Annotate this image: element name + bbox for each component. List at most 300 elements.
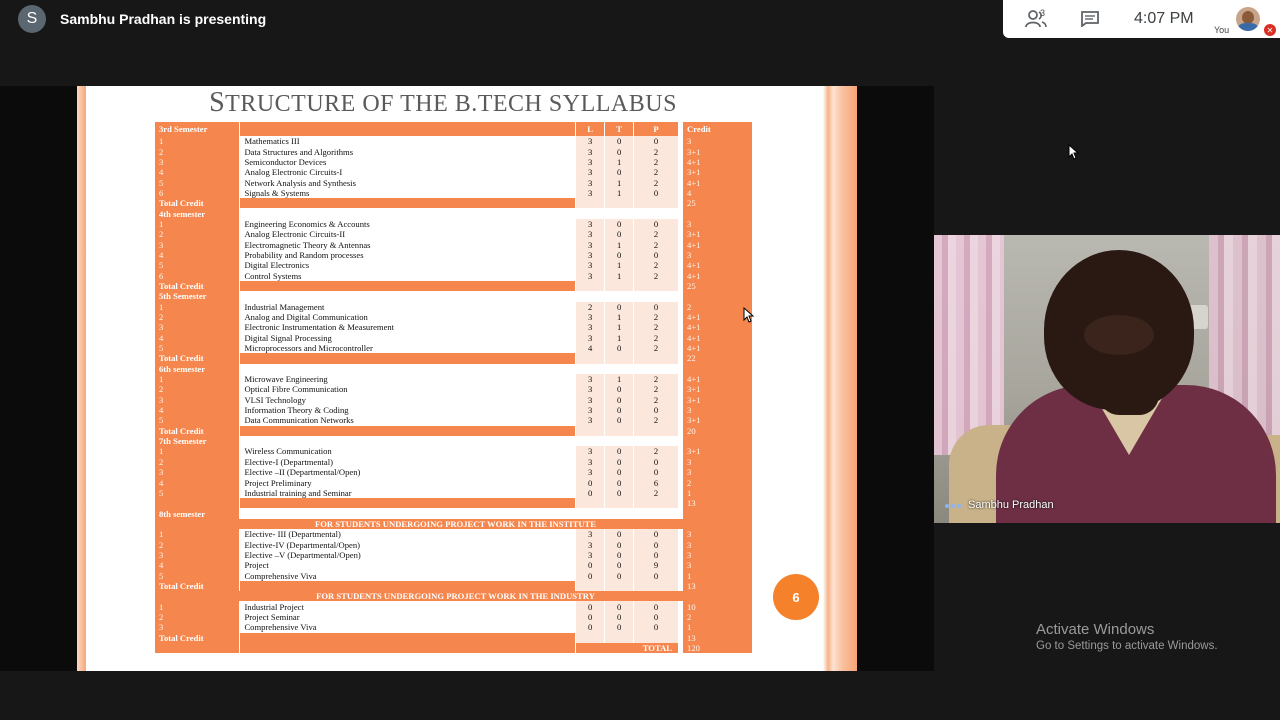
tutorial-hours: 1	[605, 177, 634, 187]
course-number: 4	[155, 560, 240, 570]
semester-header-row	[155, 364, 753, 374]
course-row	[155, 539, 753, 549]
tutorial-hours: 1	[605, 157, 634, 167]
tutorial-hours: 1	[605, 374, 634, 384]
row-label: Total Credit	[155, 281, 240, 291]
credit: 1	[683, 488, 753, 498]
lecture-hours: 3	[576, 539, 605, 549]
tutorial-hours: 1	[605, 270, 634, 280]
lecture-hours	[576, 426, 605, 436]
tutorial-hours: 0	[605, 219, 634, 229]
course-name: Digital Signal Processing	[240, 333, 576, 343]
tutorial-hours	[605, 436, 634, 446]
lecture-hours	[576, 291, 605, 301]
credit: 4	[683, 188, 753, 198]
course-number: 4	[155, 250, 240, 260]
course-name: Elective- III (Departmental)	[240, 529, 576, 539]
lecture-hours	[576, 198, 605, 208]
credit: 1	[683, 622, 753, 632]
credit: 3	[683, 539, 753, 549]
participant-video-tile[interactable]	[934, 235, 1280, 523]
credit: 4+1	[683, 270, 753, 280]
course-name: Digital Electronics	[240, 260, 576, 270]
tutorial-hours: 0	[605, 446, 634, 456]
practical-hours	[634, 633, 679, 643]
credit: 3+1	[683, 167, 753, 177]
lecture-hours: 0	[576, 622, 605, 632]
course-row	[155, 467, 753, 477]
tutorial-hours: 0	[605, 601, 634, 611]
tutorial-hours	[605, 426, 634, 436]
lecture-hours: 3	[576, 395, 605, 405]
lecture-hours: 3	[576, 457, 605, 467]
course-name: Wireless Communication	[240, 446, 576, 456]
tutorial-hours	[605, 364, 634, 374]
course-name	[240, 291, 576, 301]
lecture-hours	[576, 508, 605, 518]
syllabus-table	[155, 122, 753, 653]
course-number: 6	[155, 188, 240, 198]
course-row	[155, 601, 753, 611]
course-row	[155, 374, 753, 384]
lecture-hours: 3	[576, 333, 605, 343]
header-l: L	[576, 122, 605, 136]
tutorial-hours	[605, 353, 634, 363]
tutorial-hours: 1	[605, 239, 634, 249]
course-name	[240, 436, 576, 446]
tutorial-hours: 0	[605, 477, 634, 487]
tutorial-hours: 0	[605, 467, 634, 477]
page-number-badge: 6	[773, 574, 819, 620]
course-name: Analog and Digital Communication	[240, 312, 576, 322]
course-row	[155, 157, 753, 167]
practical-hours	[634, 291, 679, 301]
course-name: Electronic Instrumentation & Measurement	[240, 322, 576, 332]
course-number: 2	[155, 539, 240, 549]
final-blank	[240, 643, 576, 653]
course-name: Industrial Management	[240, 302, 576, 312]
lecture-hours: 3	[576, 188, 605, 198]
credit: 13	[683, 498, 753, 508]
total-credit-row	[155, 353, 753, 363]
total-credit-row	[155, 633, 753, 643]
credit: 3+1	[683, 229, 753, 239]
practical-hours: 0	[634, 136, 679, 146]
course-name: Elective-I (Departmental)	[240, 457, 576, 467]
participants-count: 3	[1040, 8, 1046, 18]
course-name	[240, 353, 576, 363]
semester-header-row	[155, 436, 753, 446]
course-row	[155, 239, 753, 249]
course-name	[240, 426, 576, 436]
watermark-line2: Go to Settings to activate Windows.	[1036, 640, 1218, 652]
course-number: 2	[155, 146, 240, 156]
practical-hours: 2	[634, 384, 679, 394]
course-name: Signals & Systems	[240, 188, 576, 198]
credit	[683, 364, 753, 374]
self-avatar[interactable]	[1236, 7, 1260, 31]
lecture-hours: 3	[576, 405, 605, 415]
practical-hours: 0	[634, 529, 679, 539]
course-row	[155, 570, 753, 580]
course-name: Control Systems	[240, 270, 576, 280]
practical-hours	[634, 281, 679, 291]
lecture-hours: 3	[576, 529, 605, 539]
tutorial-hours: 0	[605, 539, 634, 549]
tutorial-hours: 0	[605, 529, 634, 539]
credit: 3+1	[683, 415, 753, 425]
mic-off-icon: ✕	[1264, 24, 1276, 36]
practical-hours	[634, 426, 679, 436]
course-name	[240, 364, 576, 374]
section-banner-row	[155, 519, 753, 529]
lecture-hours: 0	[576, 477, 605, 487]
tutorial-hours	[605, 198, 634, 208]
tutorial-hours	[605, 208, 634, 218]
credit: 3	[683, 136, 753, 146]
course-number: 5	[155, 343, 240, 353]
course-name: Analog Electronic Circuits-II	[240, 229, 576, 239]
tutorial-hours: 0	[605, 136, 634, 146]
lecture-hours: 3	[576, 177, 605, 187]
course-number: 3	[155, 395, 240, 405]
tutorial-hours: 1	[605, 322, 634, 332]
tutorial-hours: 0	[605, 622, 634, 632]
course-row	[155, 229, 753, 239]
practical-hours: 2	[634, 343, 679, 353]
course-row	[155, 457, 753, 467]
participant-name: Sambhu Pradhan	[968, 499, 1054, 511]
audio-indicator-icon	[945, 502, 961, 510]
semester-header-row	[155, 208, 753, 218]
credit: 3	[683, 405, 753, 415]
course-name	[240, 198, 576, 208]
course-row	[155, 446, 753, 456]
total-credit-row	[155, 281, 753, 291]
practical-hours: 2	[634, 157, 679, 167]
credit: 25	[683, 281, 753, 291]
credit: 3+1	[683, 384, 753, 394]
tutorial-hours: 0	[605, 488, 634, 498]
course-name: Electromagnetic Theory & Antennas	[240, 239, 576, 249]
lecture-hours	[576, 281, 605, 291]
total-credit-row	[155, 498, 753, 508]
banner-text: FOR STUDENTS UNDERGOING PROJECT WORK IN THE INSTITUTE	[155, 519, 753, 529]
credit: 3	[683, 457, 753, 467]
course-row	[155, 488, 753, 498]
lecture-hours: 3	[576, 374, 605, 384]
course-number: 2	[155, 312, 240, 322]
tutorial-hours: 0	[605, 612, 634, 622]
credit: 4+1	[683, 343, 753, 353]
course-row	[155, 560, 753, 570]
course-name: Elective –V (Departmental/Open)	[240, 550, 576, 560]
credit: 3	[683, 550, 753, 560]
course-name: Probability and Random processes	[240, 250, 576, 260]
course-name: Project	[240, 560, 576, 570]
credit: 4+1	[683, 177, 753, 187]
course-name: Project Seminar	[240, 612, 576, 622]
banner-text: FOR STUDENTS UNDERGOING PROJECT WORK IN THE INDUSTRY	[155, 591, 753, 601]
slide-title: STRUCTURE OF THE B.TECH SYLLABUS	[209, 87, 677, 118]
lecture-hours: 3	[576, 219, 605, 229]
credit: 3+1	[683, 395, 753, 405]
activation-watermark	[1036, 621, 1218, 652]
tutorial-hours: 0	[605, 384, 634, 394]
credit	[683, 208, 753, 218]
total-credit-row	[155, 426, 753, 436]
shared-slide	[77, 86, 857, 671]
lecture-hours: 0	[576, 560, 605, 570]
tutorial-hours: 0	[605, 343, 634, 353]
course-row	[155, 167, 753, 177]
lecture-hours: 3	[576, 136, 605, 146]
credit	[683, 291, 753, 301]
course-number: 6	[155, 270, 240, 280]
practical-hours	[634, 198, 679, 208]
practical-hours: 9	[634, 560, 679, 570]
credit: 22	[683, 353, 753, 363]
course-name: VLSI Technology	[240, 395, 576, 405]
credit: 4+1	[683, 239, 753, 249]
course-name: Microwave Engineering	[240, 374, 576, 384]
row-label: 8th semester	[155, 508, 240, 518]
practical-hours: 0	[634, 622, 679, 632]
credit: 3	[683, 560, 753, 570]
course-number: 2	[155, 457, 240, 467]
course-number: 5	[155, 415, 240, 425]
slide-left-band	[77, 86, 86, 671]
course-number: 3	[155, 467, 240, 477]
practical-hours: 2	[634, 374, 679, 384]
course-name: Semiconductor Devices	[240, 157, 576, 167]
credit	[683, 436, 753, 446]
course-number: 5	[155, 177, 240, 187]
mouse-cursor-icon	[1068, 144, 1080, 160]
lecture-hours: 3	[576, 467, 605, 477]
tutorial-hours	[605, 498, 634, 508]
lecture-hours: 3	[576, 260, 605, 270]
practical-hours: 0	[634, 405, 679, 415]
lecture-hours	[576, 353, 605, 363]
course-name: Elective-IV (Departmental/Open)	[240, 539, 576, 549]
lecture-hours: 3	[576, 322, 605, 332]
practical-hours: 2	[634, 333, 679, 343]
clock: 4:07 PM	[1134, 10, 1194, 27]
practical-hours: 0	[634, 601, 679, 611]
tutorial-hours: 1	[605, 188, 634, 198]
lecture-hours: 3	[576, 550, 605, 560]
practical-hours	[634, 436, 679, 446]
credit: 3	[683, 529, 753, 539]
practical-hours: 2	[634, 260, 679, 270]
course-name: Information Theory & Coding	[240, 405, 576, 415]
lecture-hours: 3	[576, 239, 605, 249]
practical-hours	[634, 498, 679, 508]
tutorial-hours	[605, 291, 634, 301]
lecture-hours: 0	[576, 570, 605, 580]
course-row	[155, 395, 753, 405]
tutorial-hours: 0	[605, 560, 634, 570]
practical-hours: 2	[634, 177, 679, 187]
tutorial-hours: 1	[605, 260, 634, 270]
row-label: 7th Semester	[155, 436, 240, 446]
course-number: 4	[155, 167, 240, 177]
lecture-hours: 3	[576, 384, 605, 394]
pointer-cursor-icon	[743, 307, 755, 323]
tutorial-hours: 0	[605, 415, 634, 425]
practical-hours: 2	[634, 488, 679, 498]
course-number: 2	[155, 612, 240, 622]
practical-hours: 0	[634, 550, 679, 560]
course-name: Optical Fibre Communication	[240, 384, 576, 394]
course-row	[155, 250, 753, 260]
course-number: 3	[155, 550, 240, 560]
chat-icon[interactable]	[1081, 11, 1099, 27]
course-name	[240, 208, 576, 218]
lecture-hours	[576, 633, 605, 643]
credit: 3	[683, 467, 753, 477]
tutorial-hours: 0	[605, 167, 634, 177]
lecture-hours: 0	[576, 488, 605, 498]
practical-hours: 2	[634, 167, 679, 177]
final-blank	[155, 643, 240, 653]
credit: 20	[683, 426, 753, 436]
lecture-hours: 3	[576, 270, 605, 280]
practical-hours: 0	[634, 188, 679, 198]
grand-total-label: TOTAL	[576, 643, 679, 653]
header-subject	[240, 122, 576, 136]
course-name	[240, 581, 576, 591]
row-label: Total Credit	[155, 633, 240, 643]
course-name	[240, 633, 576, 643]
course-row	[155, 146, 753, 156]
slide-right-band	[823, 86, 857, 671]
course-number: 3	[155, 322, 240, 332]
credit: 13	[683, 581, 753, 591]
course-number: 2	[155, 229, 240, 239]
practical-hours: 0	[634, 612, 679, 622]
practical-hours: 0	[634, 539, 679, 549]
tutorial-hours: 0	[605, 570, 634, 580]
tutorial-hours: 0	[605, 550, 634, 560]
lecture-hours: 3	[576, 415, 605, 425]
course-name: Comprehensive Viva	[240, 570, 576, 580]
row-label: Total Credit	[155, 353, 240, 363]
lecture-hours: 3	[576, 312, 605, 322]
course-row	[155, 333, 753, 343]
course-number: 5	[155, 260, 240, 270]
practical-hours: 2	[634, 312, 679, 322]
course-name: Elective –II (Departmental/Open)	[240, 467, 576, 477]
header-p: P	[634, 122, 679, 136]
course-name: Comprehensive Viva	[240, 622, 576, 632]
lecture-hours	[576, 498, 605, 508]
credit: 4+1	[683, 374, 753, 384]
course-row	[155, 622, 753, 632]
course-row	[155, 343, 753, 353]
practical-hours: 2	[634, 322, 679, 332]
course-row	[155, 477, 753, 487]
credit: 3+1	[683, 446, 753, 456]
row-label: 4th semester	[155, 208, 240, 218]
course-name: Mathematics III	[240, 136, 576, 146]
course-name: Project Preliminary	[240, 477, 576, 487]
presenter-banner	[18, 5, 266, 33]
course-row	[155, 612, 753, 622]
tutorial-hours: 1	[605, 333, 634, 343]
course-number: 1	[155, 136, 240, 146]
course-row	[155, 415, 753, 425]
tutorial-hours: 0	[605, 405, 634, 415]
practical-hours: 2	[634, 229, 679, 239]
credit: 4+1	[683, 260, 753, 270]
tutorial-hours: 0	[605, 229, 634, 239]
course-row	[155, 136, 753, 146]
practical-hours: 0	[634, 219, 679, 229]
course-name	[240, 281, 576, 291]
practical-hours: 0	[634, 457, 679, 467]
table-header-row	[155, 122, 753, 136]
lecture-hours: 0	[576, 601, 605, 611]
lecture-hours: 2	[576, 302, 605, 312]
lecture-hours: 3	[576, 250, 605, 260]
lecture-hours: 3	[576, 229, 605, 239]
credit: 2	[683, 612, 753, 622]
tutorial-hours	[605, 633, 634, 643]
course-row	[155, 529, 753, 539]
practical-hours: 2	[634, 146, 679, 156]
course-row	[155, 312, 753, 322]
lecture-hours: 0	[576, 612, 605, 622]
practical-hours	[634, 353, 679, 363]
course-name: Network Analysis and Synthesis	[240, 177, 576, 187]
header-t: T	[605, 122, 634, 136]
row-label: 6th semester	[155, 364, 240, 374]
course-number: 1	[155, 219, 240, 229]
meeting-info-bar	[1003, 0, 1280, 38]
lecture-hours: 3	[576, 146, 605, 156]
credit	[683, 508, 753, 518]
practical-hours: 0	[634, 570, 679, 580]
credit: 3	[683, 250, 753, 260]
course-row	[155, 302, 753, 312]
credit: 4+1	[683, 312, 753, 322]
practical-hours: 0	[634, 250, 679, 260]
total-credit-row	[155, 581, 753, 591]
course-name: Industrial Project	[240, 601, 576, 611]
course-name: Data Structures and Algorithms	[240, 146, 576, 156]
tutorial-hours: 1	[605, 312, 634, 322]
practical-hours: 0	[634, 302, 679, 312]
lecture-hours: 4	[576, 343, 605, 353]
credit: 3	[683, 219, 753, 229]
course-number: 5	[155, 570, 240, 580]
presenting-label: Sambhu Pradhan is presenting	[60, 11, 267, 27]
row-label: Total Credit	[155, 426, 240, 436]
semester-header-row	[155, 508, 753, 518]
course-row	[155, 188, 753, 198]
practical-hours: 0	[634, 467, 679, 477]
row-label: Total Credit	[155, 198, 240, 208]
course-number: 1	[155, 446, 240, 456]
course-number: 1	[155, 601, 240, 611]
lecture-hours	[576, 208, 605, 218]
course-number: 4	[155, 477, 240, 487]
course-name: Data Communication Networks	[240, 415, 576, 425]
course-number: 5	[155, 488, 240, 498]
credit: 1	[683, 570, 753, 580]
